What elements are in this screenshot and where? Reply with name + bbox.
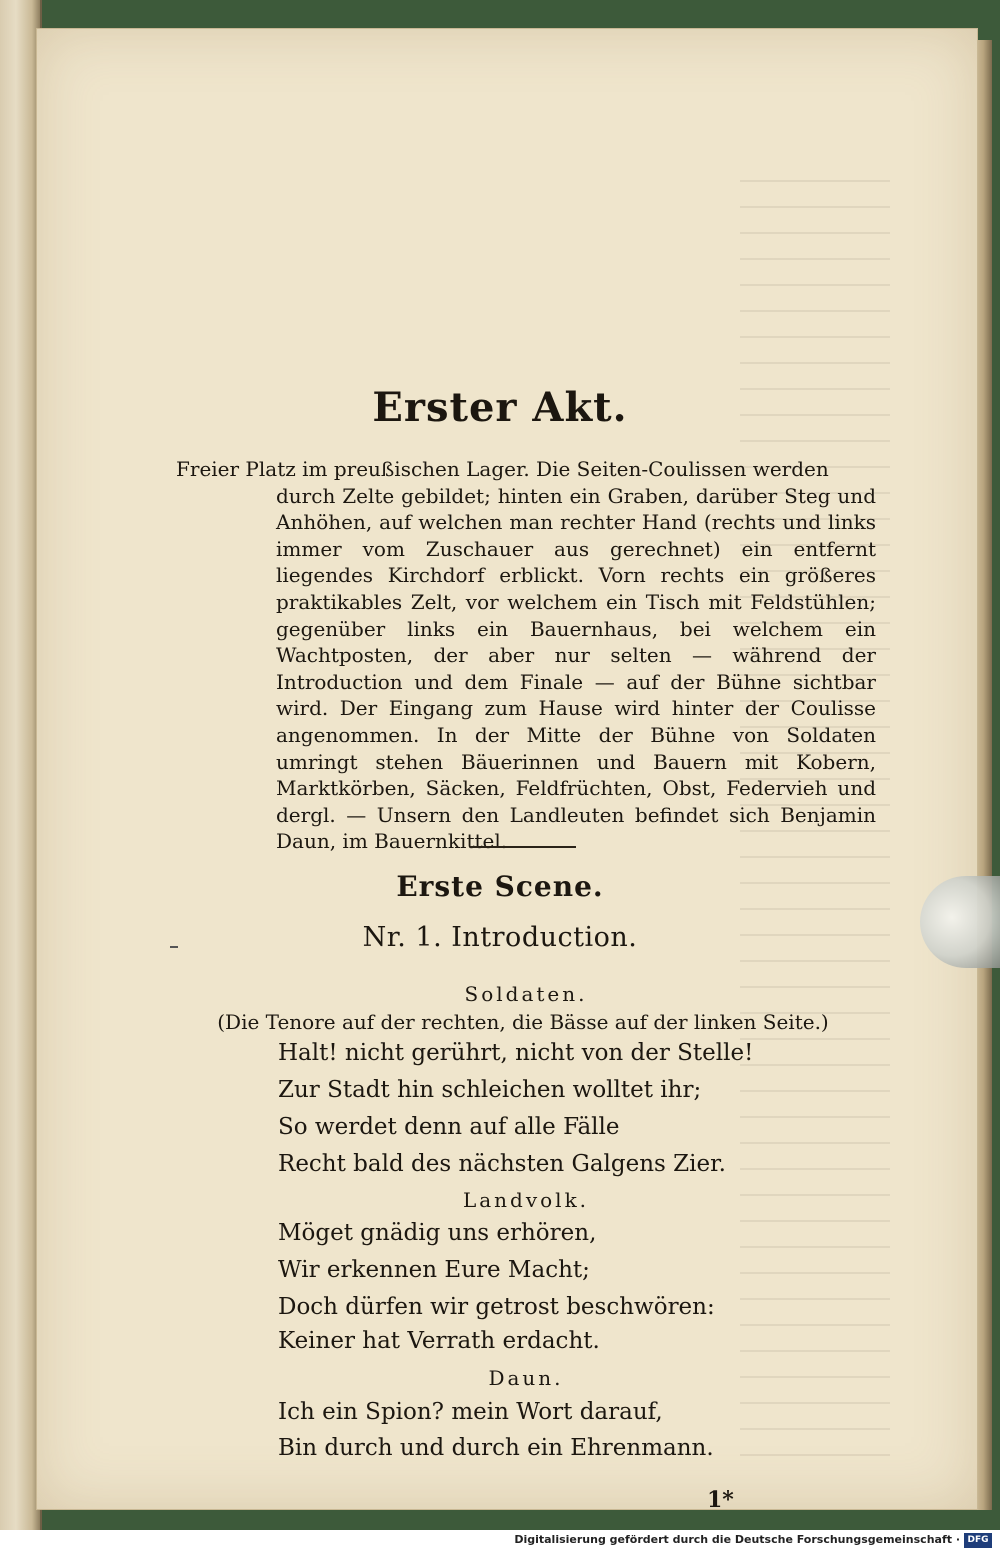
verse-line: Recht bald des nächsten Galgens Zier.	[278, 1151, 726, 1177]
scene-title: Erste Scene.	[396, 870, 604, 903]
stage-direction-body: durch Zelte gebildet; hinten ein Graben, darüber Steg und Anhöhen, auf welchen man rechter Hand (rechts und links immer vom Zuschauer aus gerechnet) ein entfernt liegendes Kirchdorf erblickt. Vorn rechts ein größeres praktikables Zelt, vor welchem ein Tisch mit Feldstühlen; gegenüber links ein Bauernhaus, bei welchem ein Wachtposten, der aber nur selten — während der Introduction und dem Finale — auf der Bühne sichtbar wird. Der Eingang zum Hause wird hinter der Coulisse angenommen. In der Mitte der Bühne von Soldaten umringt stehen Bäuerinnen und Bauern mit Kobern, Marktkörben, Säcken, Feldfrüchten, Obst, Federvieh und dergl. — Unsern den Landleuten befindet sich Benjamin Daun, im Bauernkittel.	[276, 483, 876, 854]
verse-line: Halt! nicht gerührt, nicht von der Stelle!	[278, 1040, 754, 1066]
verse-line: Keiner hat Verrath erdacht.	[278, 1328, 600, 1354]
speaker-soldaten: Soldaten.	[464, 982, 588, 1006]
verse-line: Doch dürfen wir getrost beschwören:	[278, 1294, 715, 1320]
act-title: Erster Akt.	[372, 384, 628, 431]
verse-line: So werdet denn auf alle Fälle	[278, 1114, 620, 1140]
stage-direction-first-line: Freier Platz im preußischen Lager. Die Seiten-Coulissen werden	[176, 457, 829, 481]
verse-line: Wir erkennen Eure Macht;	[278, 1257, 590, 1283]
page-number: 1*	[707, 1487, 734, 1513]
dfg-logo: DFG	[964, 1533, 992, 1548]
section-rule	[470, 846, 576, 848]
speaker-daun: Daun.	[488, 1366, 564, 1390]
verse-line: Bin durch und durch ein Ehrenmann.	[278, 1435, 714, 1461]
direction-soldaten: (Die Tenore auf der rechten, die Bässe auf der linken Seite.)	[217, 1010, 829, 1034]
stage-direction	[176, 456, 876, 855]
number-title: Nr. 1. Introduction.	[362, 922, 638, 953]
verse-line: Ich ein Spion? mein Wort darauf,	[278, 1399, 663, 1425]
verse-line: Zur Stadt hin schleichen wolltet ihr;	[278, 1077, 702, 1103]
footer-credit: Digitalisierung gefördert durch die Deutsche Forschungsgemeinschaft ·	[514, 1533, 960, 1546]
verse-line: Möget gnädig uns erhören,	[278, 1220, 597, 1246]
speaker-landvolk: Landvolk.	[462, 1188, 590, 1212]
